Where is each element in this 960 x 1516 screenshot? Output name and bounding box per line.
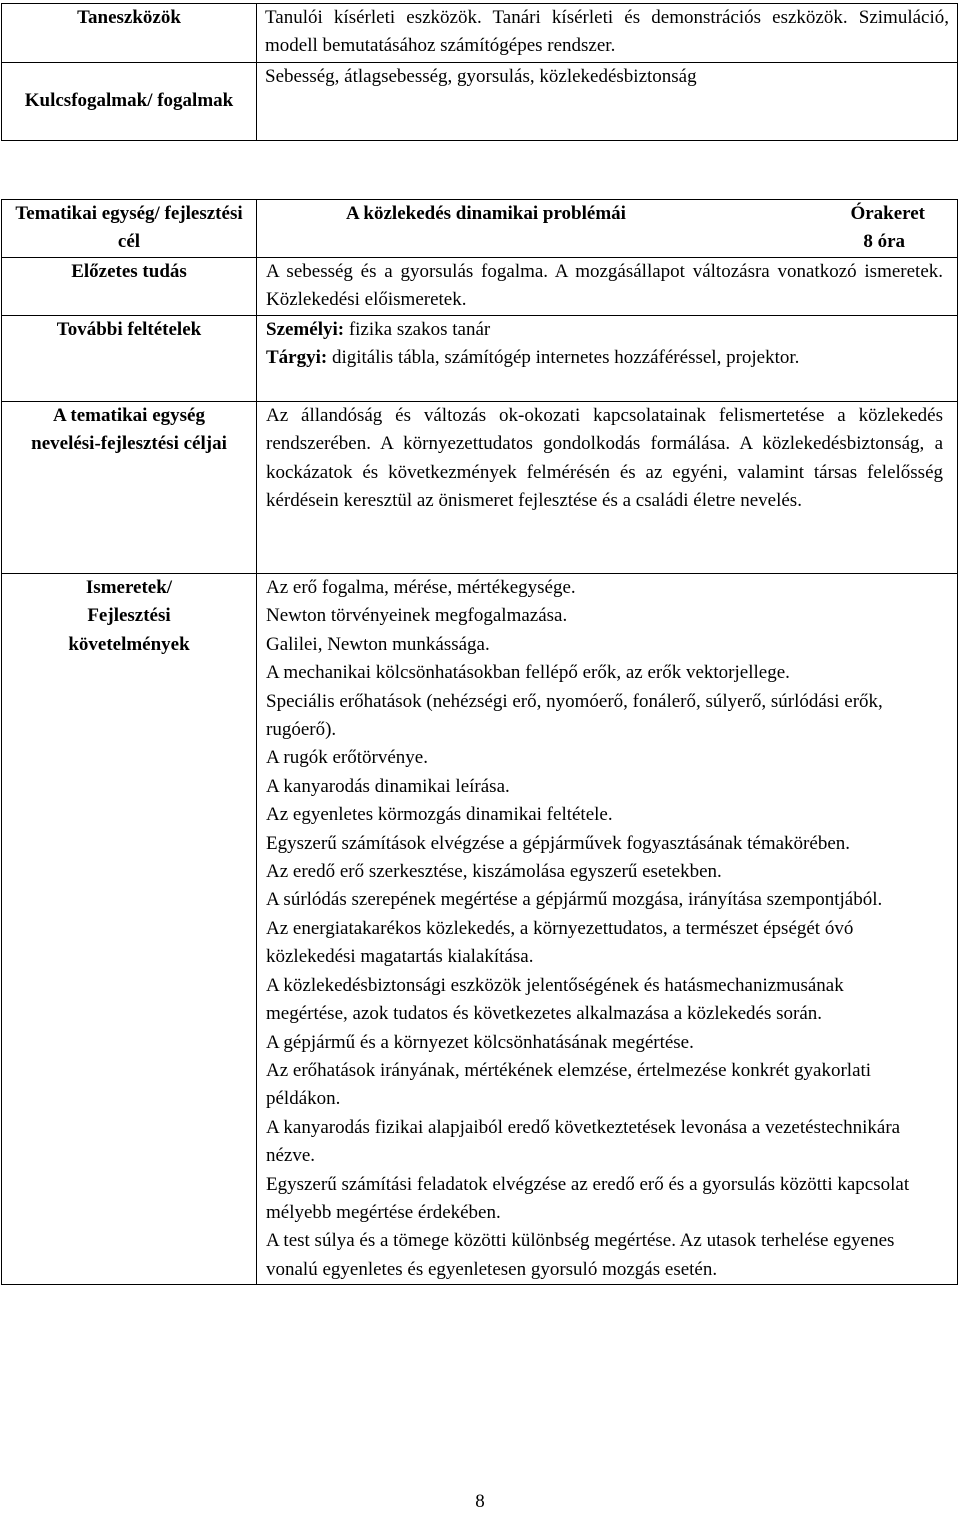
table-row bbox=[2, 316, 958, 402]
unit-label-cell bbox=[2, 200, 257, 258]
unit-title: A közlekedés dinamikai problémái bbox=[346, 203, 626, 224]
knowledge-list-cell bbox=[257, 574, 958, 1285]
list-item: A kanyarodás dinamikai leírása. bbox=[266, 775, 510, 797]
goals-text: Az állandóság és változás ok-okozati kapcsolatainak felismertetése a közlekedés rendszerében. A környezettudatos gondolkodás formálása. A közlekedésbiztonság, a kockázatok és következmények felmérésén és az egyéni, valamint társas felelősség kérdésein keresztül az önismeret fejlesztése és a családi életre nevelés. bbox=[266, 405, 943, 512]
content-text: Sebesség, átlagsebesség, gyorsulás, közlekedésbiztonság bbox=[265, 66, 697, 87]
table-row bbox=[2, 4, 958, 63]
prior-label: Előzetes tudás bbox=[71, 261, 187, 282]
prior-text-cell bbox=[257, 258, 958, 316]
table-row bbox=[2, 63, 958, 141]
personal-value: fizika szakos tanár bbox=[348, 319, 491, 340]
list-item: A mechanikai kölcsönhatásokban fellépő erők, az erők vektorjellege. bbox=[266, 662, 790, 684]
resources-table bbox=[1, 3, 958, 141]
goals-label-cell bbox=[2, 402, 257, 574]
table-row bbox=[2, 402, 958, 574]
material-condition bbox=[266, 344, 943, 372]
list-item: A súrlódás szerepének megértése a gépjármű mozgása, irányítása szempontjából. bbox=[266, 889, 883, 911]
goals-label: A tematikai egység nevelési-fejlesztési céljai bbox=[31, 405, 227, 455]
page-number: 8 bbox=[475, 1491, 485, 1512]
conditions-label: További feltételek bbox=[56, 319, 202, 340]
hours-label: Órakeret bbox=[850, 203, 925, 224]
list-item: Az erőhatások irányának, mértékének elemzése, értelmezése konkrét gyakorlati példákon. bbox=[266, 1059, 872, 1110]
row-content-taneszkozok bbox=[257, 4, 958, 63]
list-item: Egyszerű számítási feladatok elvégzése az eredő erő és a gyorsulás közötti kapcsolat mélyebb megértése érdekében. bbox=[266, 1173, 910, 1223]
row-label-taneszkozok bbox=[2, 4, 257, 63]
goals-text-cell bbox=[257, 402, 958, 574]
list-item: A gépjármű és a környezet kölcsönhatásának megértése. bbox=[266, 1031, 694, 1053]
hours-value: 8 óra bbox=[863, 231, 905, 253]
row-label-kulcsfogalmak bbox=[2, 63, 257, 141]
unit-header bbox=[266, 200, 943, 228]
label-text: Kulcsfogalmak/ fogalmak bbox=[24, 90, 234, 112]
list-item: Egyszerű számítások elvégzése a gépjárművek fogyasztásának témakörében. bbox=[266, 832, 850, 854]
list-item: A kanyarodás fizikai alapjaiból eredő következtetések levonása a vezetéstechnikára nézve. bbox=[266, 1116, 901, 1167]
unit-label: Tematikai egység/ fejlesztési cél bbox=[15, 203, 243, 253]
list-item: Az egyenletes körmozgás dinamikai feltétele. bbox=[266, 804, 613, 826]
material-value: digitális tábla, számítógép internetes hozzáféréssel, projektor. bbox=[331, 347, 800, 369]
list-item: A rugók erőtörvénye. bbox=[266, 747, 428, 769]
personal-condition bbox=[266, 316, 943, 344]
list-item: Speciális erőhatások (nehézségi erő, nyomóerő, fonálerő, súlyerő, súrlódási erők, rugóerő). bbox=[266, 690, 883, 741]
conditions-text-cell bbox=[257, 316, 958, 402]
table-row bbox=[2, 200, 958, 258]
thematic-unit-table bbox=[1, 199, 958, 1285]
row-content-kulcsfogalmak bbox=[257, 63, 958, 141]
list-item: Galilei, Newton munkássága. bbox=[266, 633, 490, 655]
list-item: Az eredő erő szerkesztése, kiszámolása egyszerű esetekben. bbox=[266, 861, 722, 883]
unit-title-cell bbox=[257, 200, 958, 258]
list-item: A közlekedésbiztonsági eszközök jelentőségének és hatásmechanizmusának megértése, azok tudatos és következetes alkalmazása a közlekedés során. bbox=[266, 974, 844, 1025]
content-text: Tanulói kísérleti eszközök. Tanári kísérleti és demonstrációs eszközök. Szimuláció, modell bemutatásához számítógépes rendszer. bbox=[265, 7, 949, 57]
knowledge-label-cell bbox=[2, 574, 257, 1285]
list-item: Newton törvényeinek megfogalmazása. bbox=[266, 605, 568, 627]
list-item: Az erő fogalma, mérése, mértékegysége. bbox=[266, 577, 576, 598]
material-key: Tárgyi: bbox=[266, 347, 328, 369]
label-text: Taneszközök bbox=[77, 7, 181, 28]
personal-key: Személyi: bbox=[266, 319, 345, 340]
list-item: A test súlya és a tömege közötti különbség megértése. Az utasok terhelése egyenes vonalú egyenletes és egyenletesen gyorsuló mozgás esetén. bbox=[266, 1230, 895, 1280]
table-row bbox=[2, 574, 958, 1285]
conditions-label-cell bbox=[2, 316, 257, 402]
prior-label-cell bbox=[2, 258, 257, 316]
prior-text: A sebesség és a gyorsulás fogalma. A mozgásállapot változásra vonatkozó ismeretek. Közlekedési előismeretek. bbox=[266, 261, 943, 311]
table-row bbox=[2, 258, 958, 316]
list-item: Az energiatakarékos közlekedés, a környezettudatos, a természet épségét óvó közlekedési magatartás kialakítása. bbox=[266, 917, 854, 968]
knowledge-label: Ismeretek/ Fejlesztési követelmények bbox=[68, 577, 190, 655]
